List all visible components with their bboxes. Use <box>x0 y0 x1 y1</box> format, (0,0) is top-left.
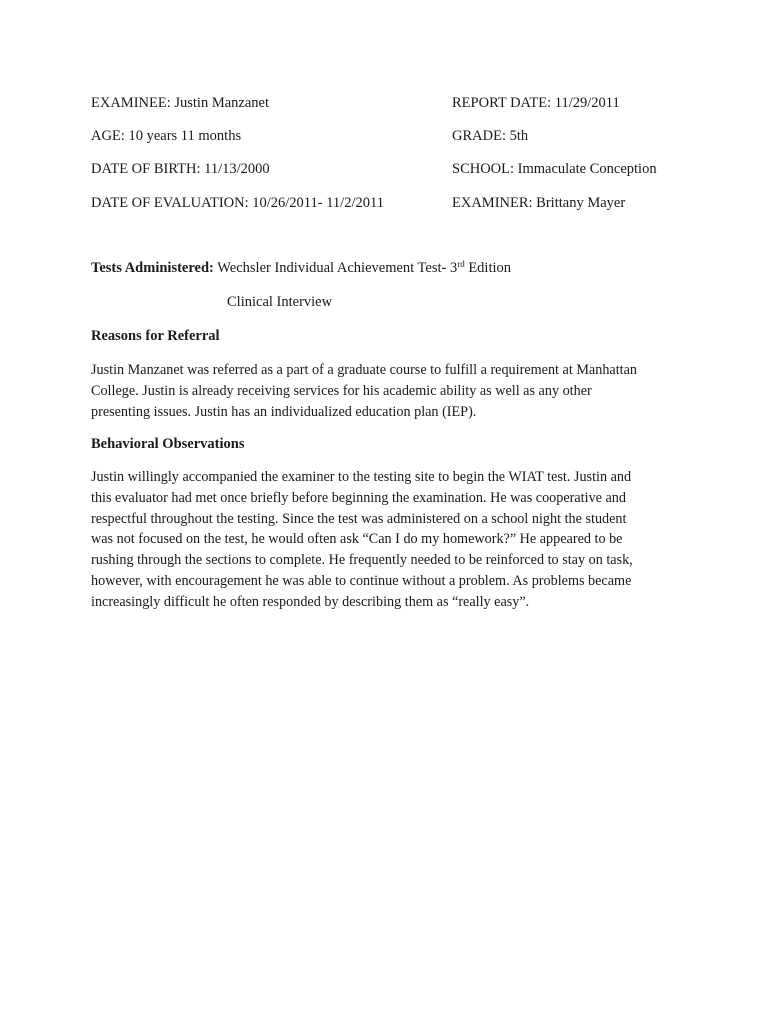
school-field: SCHOOL: Immaculate Conception <box>452 161 657 177</box>
paragraph-line: College. Justin is already receiving services for his academic ability as well as any other <box>91 382 592 399</box>
date-of-evaluation-field: DATE OF EVALUATION: 10/26/2011- 11/2/2011 <box>91 195 384 211</box>
examinee-field: EXAMINEE: Justin Manzanet <box>91 95 269 111</box>
test-wiat-prefix: Wechsler Individual Achievement Test- 3 <box>217 260 458 276</box>
header-row-1 <box>91 93 691 113</box>
header-row-4 <box>91 193 691 213</box>
age-field: AGE: 10 years 11 months <box>91 128 242 144</box>
test-clinical-interview: Clinical Interview <box>227 294 333 310</box>
referral-paragraph <box>91 360 681 422</box>
paragraph-line: respectful throughout the testing. Since the test was administered on a school night the student <box>91 510 627 527</box>
paragraph-line: presenting issues. Justin has an individualized education plan (IEP). <box>91 403 477 420</box>
header-row-3 <box>91 159 691 179</box>
date-of-birth-field: DATE OF BIRTH: 11/13/2000 <box>91 161 270 177</box>
paragraph-line: increasingly difficult he often responded by describing them as “really easy”. <box>91 593 530 610</box>
paragraph-line: Justin Manzanet was referred as a part of a graduate course to fulfill a requirement at Manhattan <box>91 362 637 378</box>
header-row-2 <box>91 126 691 146</box>
test-wiat-suffix: Edition <box>464 260 512 276</box>
tests-administered-label: Tests Administered: <box>91 260 214 276</box>
paragraph-line: however, with encouragement he was able to continue without a problem. As problems became <box>91 572 632 589</box>
observations-paragraph <box>91 467 681 613</box>
grade-field: GRADE: 5th <box>452 128 529 144</box>
paragraph-line: Justin willingly accompanied the examiner to the testing site to begin the WIAT test. Justin and <box>91 469 632 485</box>
examiner-field: EXAMINER: Brittany Mayer <box>452 195 626 211</box>
paragraph-line: was not focused on the test, he would often ask “Can I do my homework?” He appeared to be <box>91 531 623 548</box>
observations-heading: Behavioral Observations <box>91 436 245 452</box>
tests-administered <box>91 258 511 278</box>
paragraph-line: rushing through the sections to complete. He frequently needed to be reinforced to stay on task, <box>91 552 633 569</box>
report-date-field: REPORT DATE: 11/29/2011 <box>452 95 620 111</box>
test-wiat-superscript: rd <box>457 259 465 269</box>
referral-heading: Reasons for Referral <box>91 328 220 344</box>
paragraph-line: this evaluator had met once briefly before beginning the examination. He was cooperative and <box>91 489 626 506</box>
